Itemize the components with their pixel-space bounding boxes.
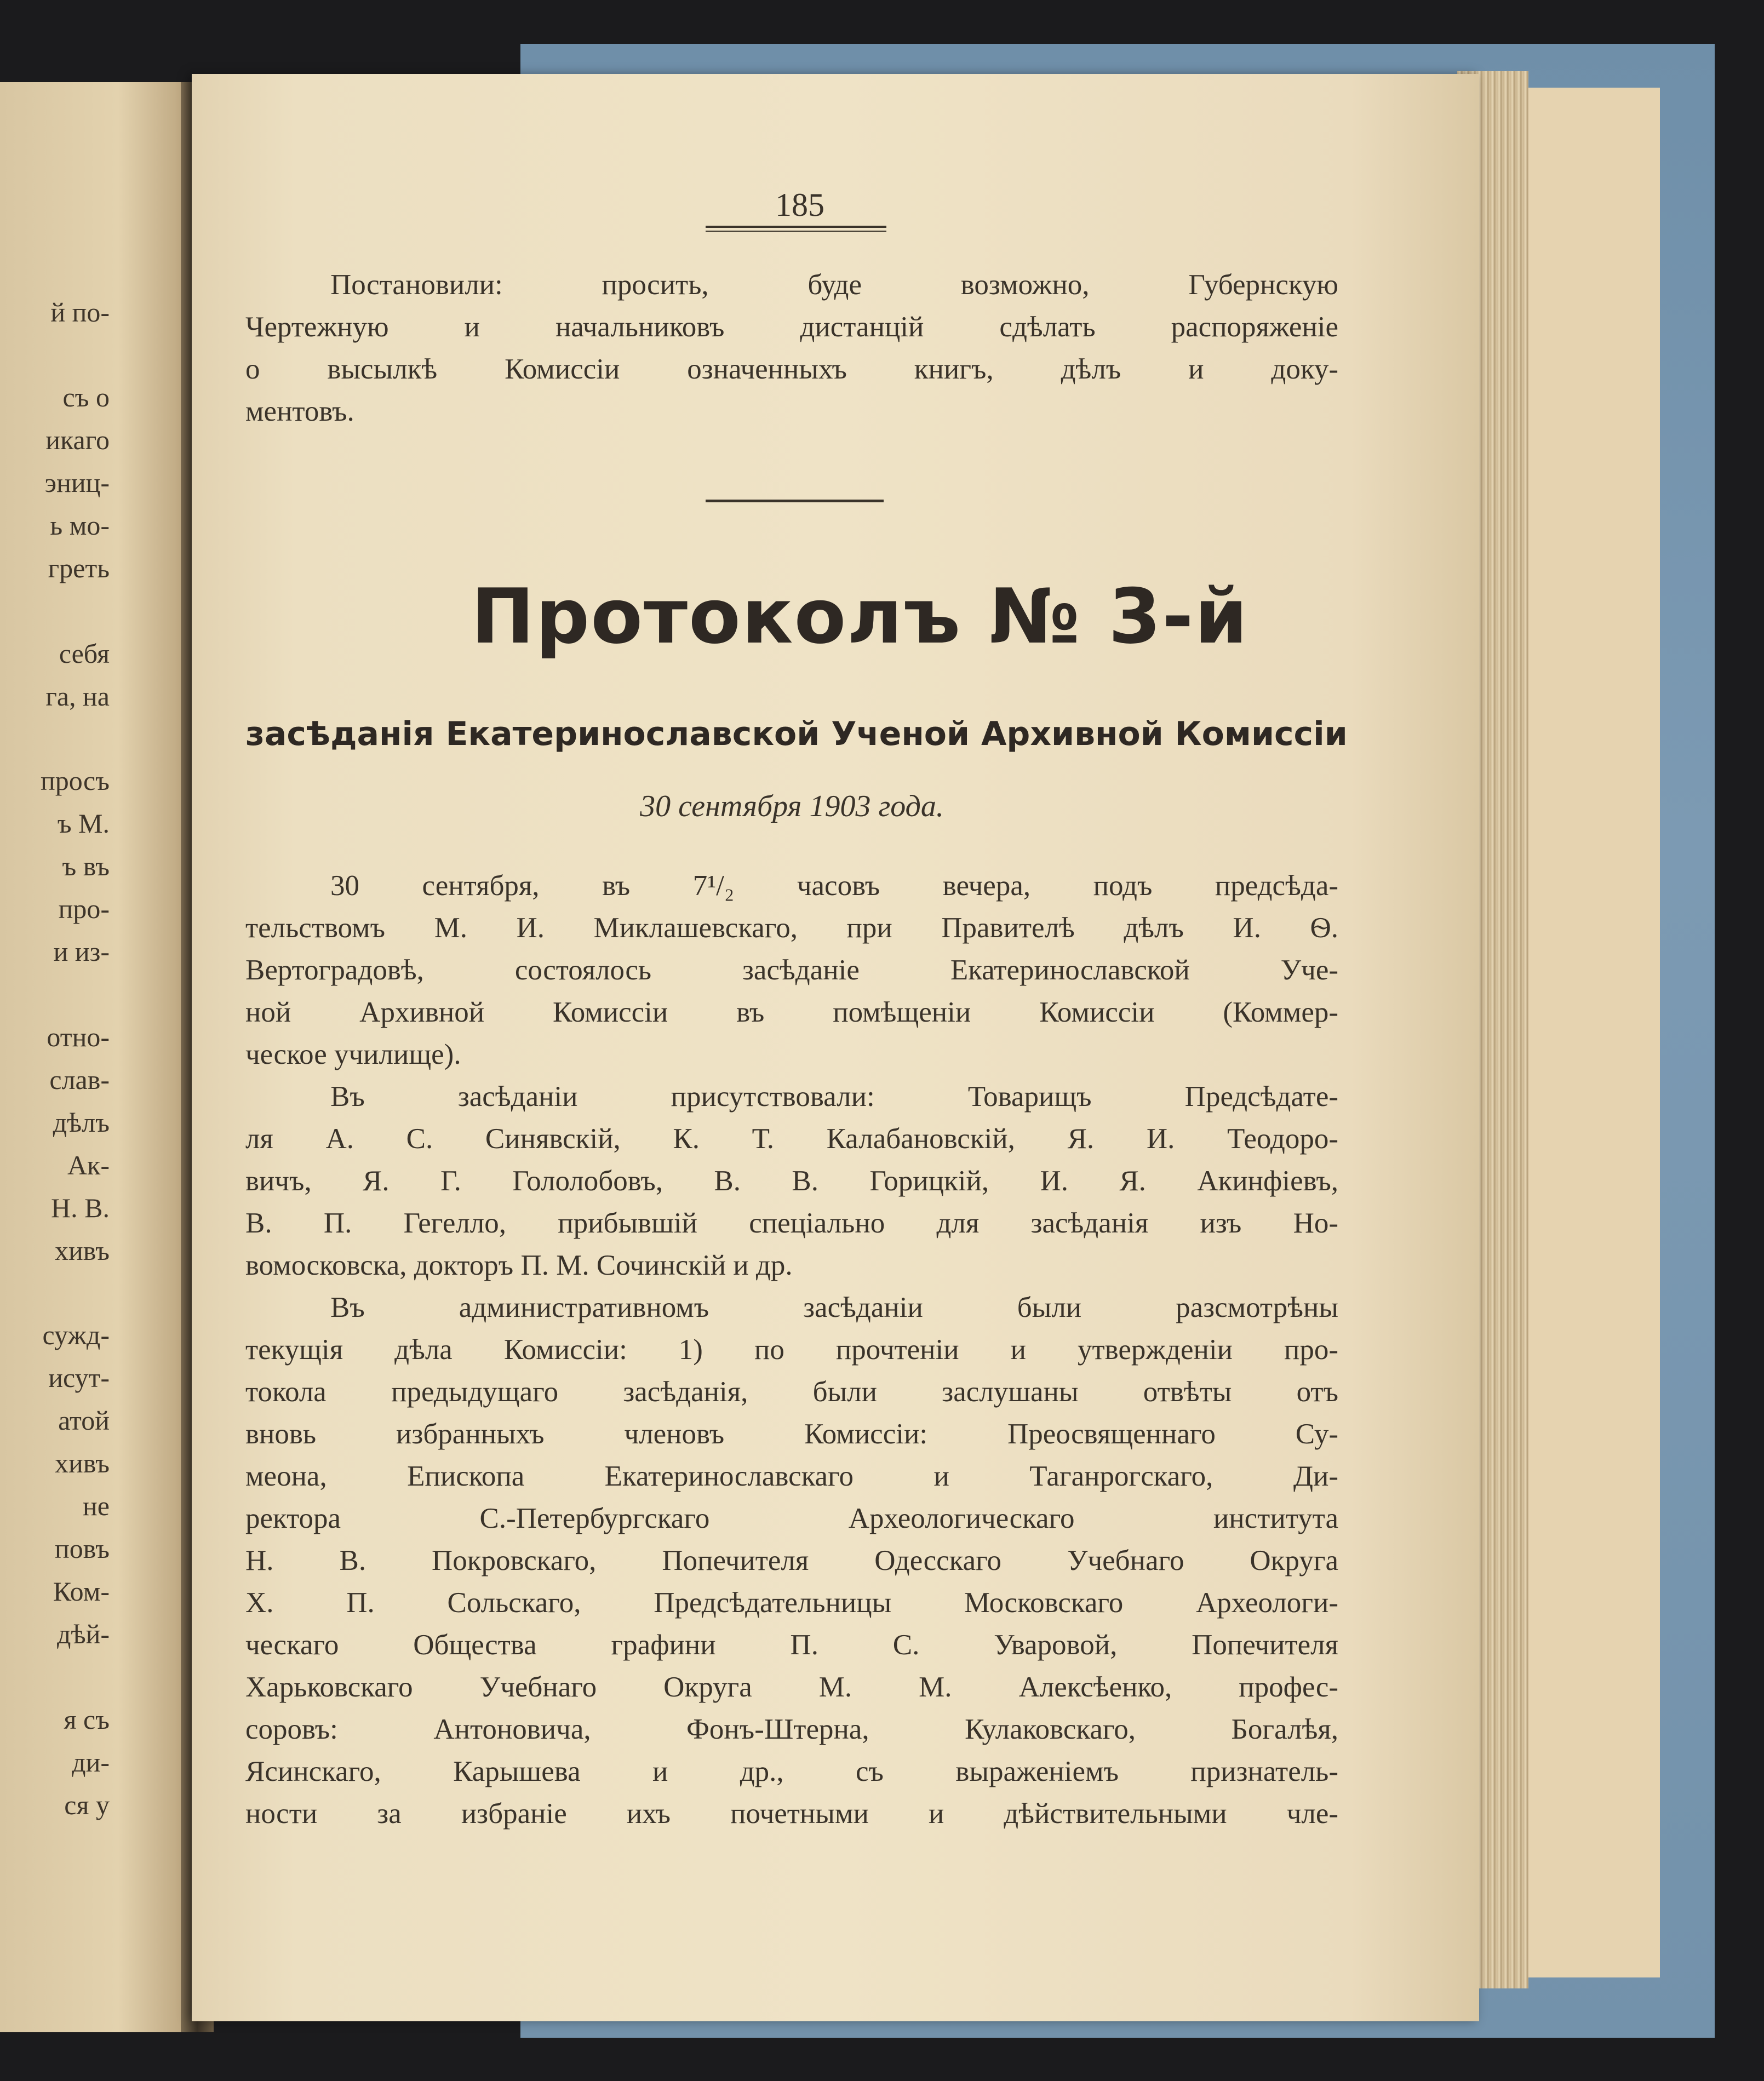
left-page-fragment: дѣй-	[57, 1619, 110, 1649]
page-number-rule	[706, 226, 886, 228]
text-line: Ясинскаго, Карышева и др., съ выраженіемъ признатель-	[245, 1756, 1338, 1787]
left-page-fragment: ь мо-	[50, 510, 110, 541]
text-line: ческаго Общества графини П. С. Уваровой, Попечителя	[245, 1629, 1338, 1661]
text-line: ректора С.-Петербургскаго Археологическаго института	[245, 1503, 1338, 1534]
left-page-fragment: съ о	[62, 382, 110, 412]
text-line: вомосковска, докторъ П. М. Сочинскій и др.	[245, 1249, 793, 1281]
left-page	[0, 82, 197, 2032]
section-divider	[706, 500, 884, 502]
text-line: ности за избраніе ихъ почетными и дѣйствительными чле-	[245, 1798, 1338, 1830]
left-page-fragment: дѣлъ	[53, 1107, 110, 1138]
left-page-fragment: я съ	[64, 1704, 110, 1735]
page-number: 185	[775, 187, 824, 223]
left-page-fragment: ди-	[72, 1747, 110, 1778]
text-line: тельствомъ М. И. Миклашевскаго, при Правителѣ дѣлъ И. Ѳ.	[245, 912, 1338, 944]
text-line: В. П. Гегелло, прибывшій спеціально для засѣданія изъ Но-	[245, 1207, 1338, 1239]
protocol-subtitle: засѣданія Екатеринославской Ученой Архивной Комиссіи	[245, 715, 1348, 753]
text-line: вновь избранныхъ членовъ Комиссіи: Преосвященнаго Су-	[245, 1418, 1338, 1450]
text-line: ментовъ.	[245, 395, 354, 427]
text-line: 30 сентября, въ 7¹/₂ часовъ вечера, подъ предсѣда-	[330, 870, 1338, 902]
left-page-fragment: Ком-	[53, 1576, 110, 1607]
left-page-fragment: себя	[59, 638, 110, 669]
left-page-fragment: ъ въ	[62, 851, 110, 881]
left-page-fragment: про-	[58, 893, 110, 924]
text-line: Постановили: просить, буде возможно, Губернскую	[330, 269, 1338, 301]
text-line: соровъ: Антоновича, Фонъ-Штерна, Кулаковскаго, Богалѣя,	[245, 1713, 1338, 1745]
text-line: Въ засѣданіи присутствовали: Товарищъ Предсѣдате-	[330, 1081, 1338, 1113]
left-page-fragment: ся у	[64, 1790, 110, 1820]
text-line: о высылкѣ Комиссіи означенныхъ книгъ, дѣлъ и доку-	[245, 353, 1338, 385]
text-line: текущія дѣла Комиссіи: 1) по прочтеніи и утвержденіи про-	[245, 1334, 1338, 1366]
protocol-date: 30 сентября 1903 года.	[640, 789, 944, 823]
text-line: Х. П. Сольскаго, Предсѣдательницы Московскаго Археологи-	[245, 1587, 1338, 1619]
left-page-fragment: просъ	[40, 765, 110, 796]
text-line: Харьковскаго Учебнаго Округа М. М. Алексѣенко, профес-	[245, 1671, 1338, 1703]
left-page-fragment: исут-	[48, 1362, 110, 1393]
left-page-fragment: хивъ	[55, 1235, 110, 1266]
left-page-fragment: и из-	[53, 936, 110, 967]
left-page-fragment: га, на	[45, 681, 110, 712]
text-line: Вертоградовѣ, состоялось засѣданіе Екатеринославской Уче-	[245, 954, 1338, 986]
text-line: Н. В. Покровскаго, Попечителя Одесскаго Учебнаго Округа	[245, 1545, 1338, 1576]
text-line: токола предыдущаго засѣданія, были заслушаны отвѣты отъ	[245, 1376, 1338, 1408]
left-page-fragment: сужд-	[42, 1320, 110, 1350]
left-page-fragment: повъ	[55, 1533, 110, 1564]
protocol-title: Протоколъ № 3-й	[471, 572, 1249, 661]
left-page-fragment: икаго	[45, 425, 110, 455]
text-line: меона, Епископа Екатеринославскаго и Таганрогскаго, Ди-	[245, 1460, 1338, 1492]
left-page-fragment: греть	[48, 553, 110, 583]
text-line: ческое училище).	[245, 1039, 461, 1070]
left-page-fragment: й по-	[50, 297, 110, 328]
text-line: вичъ, Я. Г. Гололобовъ, В. В. Горицкій, И. Я. Акинфіевъ,	[245, 1165, 1338, 1197]
left-page-fragment: атой	[58, 1405, 110, 1436]
text-line: Въ административномъ засѣданіи были разсмотрѣны	[330, 1292, 1338, 1323]
left-page-fragment: Ак-	[67, 1150, 110, 1180]
left-page-fragment: Н. В.	[51, 1193, 110, 1223]
page-number-rule-thin	[706, 231, 886, 232]
text-line: ной Архивной Комиссіи въ помѣщеніи Комиссіи (Коммер-	[245, 996, 1338, 1028]
left-page-fragment: эниц-	[44, 467, 110, 498]
left-page-fragment: не	[83, 1490, 110, 1521]
text-line: Чертежную и начальниковъ дистанцій сдѣлать распоряженіе	[245, 311, 1338, 343]
left-page-fragment: хивъ	[55, 1448, 110, 1478]
left-page-fragment: ъ М.	[57, 808, 110, 839]
left-page-fragment: слав-	[49, 1064, 110, 1095]
left-page-fragment: отно-	[47, 1022, 110, 1052]
text-line: ля А. С. Синявскій, К. Т. Калабановскій, Я. И. Теодоро-	[245, 1123, 1338, 1155]
